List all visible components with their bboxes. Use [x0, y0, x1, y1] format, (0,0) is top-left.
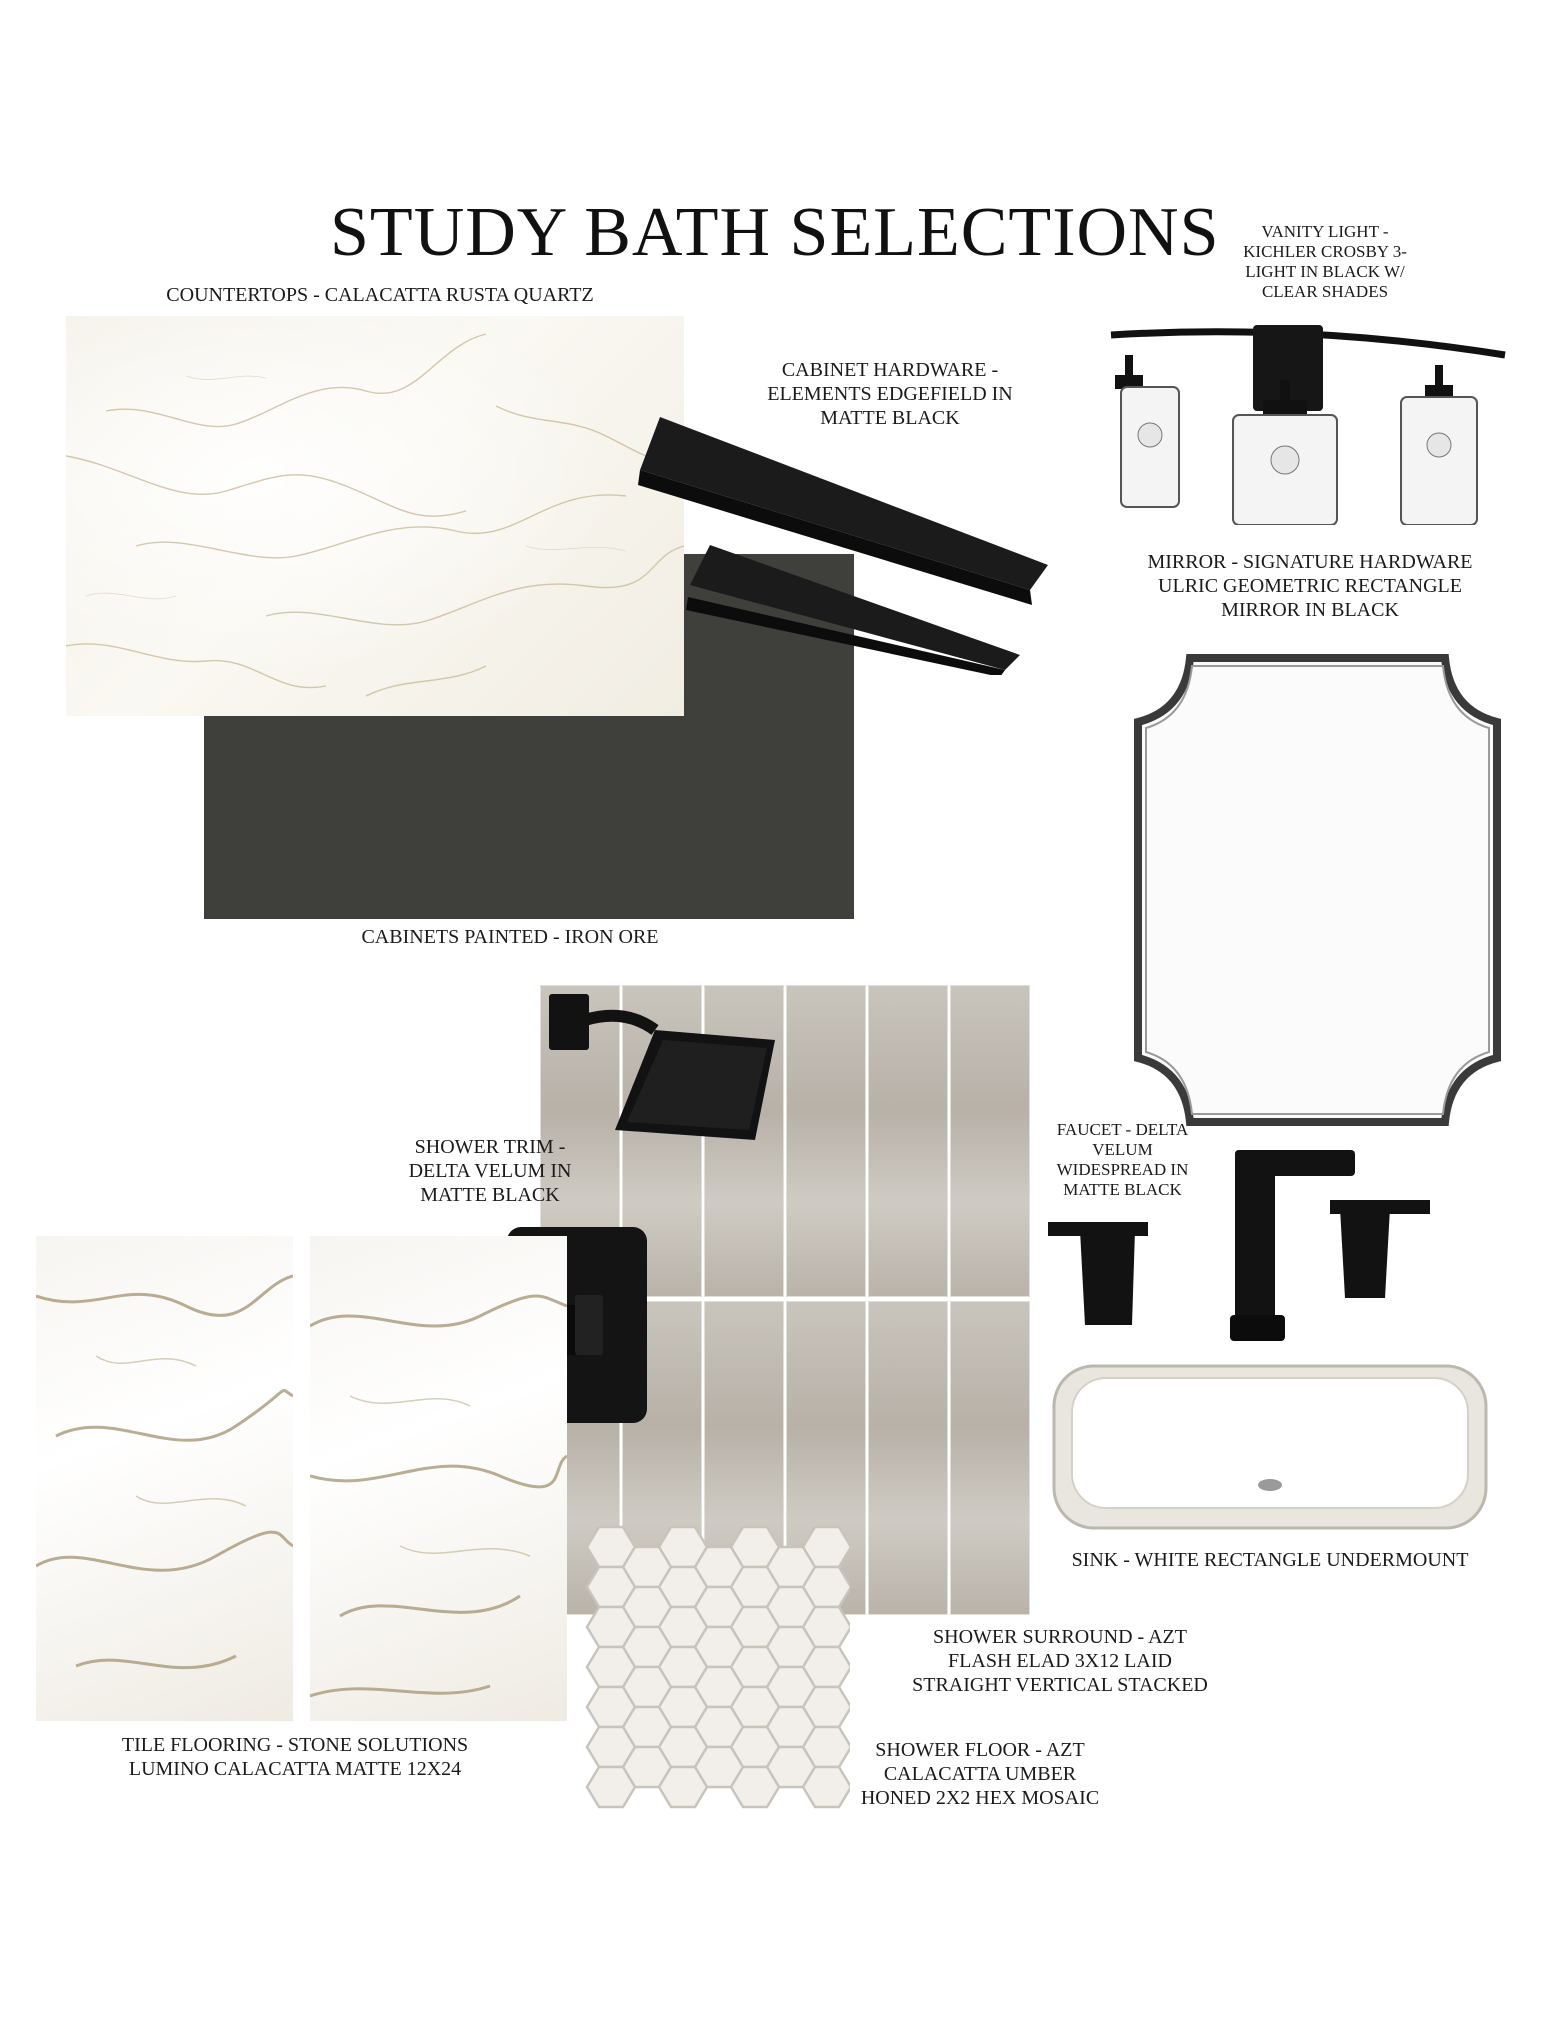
page-title: STUDY BATH SELECTIONS [330, 194, 1220, 271]
cabinets-painted-label: CABINETS PAINTED - IRON ORE [361, 926, 659, 948]
wall-tile [786, 985, 866, 1297]
floor-tile-swatch-1 [36, 1236, 293, 1721]
sink-icon [1050, 1360, 1490, 1535]
faucet-icon [1040, 1120, 1460, 1350]
vanity-light-label: VANITY LIGHT - KICHLER CROSBY 3- LIGHT IN BLACK W/ CLEAR SHADES [1243, 222, 1407, 301]
vanity-light-icon [1105, 325, 1510, 525]
shower-floor-label: SHOWER FLOOR - AZT CALACATTA UMBER HONED 2X2 HEX MOSAIC [860, 1739, 1100, 1809]
tile-flooring-label: TILE FLOORING - STONE SOLUTIONS LUMINO CALACATTA MATTE 12X24 [121, 1734, 469, 1780]
mirror-icon [1130, 650, 1505, 1130]
floor-tile-swatch-2 [310, 1236, 567, 1721]
quartz-veins [66, 316, 684, 716]
countertops-label: COUNTERTOPS - CALACATTA RUSTA QUARTZ [166, 284, 594, 306]
wall-tile [868, 985, 948, 1297]
mirror-label: MIRROR - SIGNATURE HARDWARE ULRIC GEOMETRIC RECTANGLE MIRROR IN BLACK [1147, 551, 1473, 621]
cabinet-pull-icon [600, 415, 1060, 675]
shower-trim-label: SHOWER TRIM - DELTA VELUM IN MATTE BLACK [408, 1136, 572, 1206]
sink-label: SINK - WHITE RECTANGLE UNDERMOUNT [1071, 1549, 1469, 1571]
floor-tile-veins [36, 1236, 293, 1721]
floor-tile-veins [310, 1236, 567, 1721]
wall-tile [868, 1301, 948, 1615]
faucet-label: FAUCET - DELTA VELUM WIDESPREAD IN MATTE BLACK [1056, 1120, 1189, 1199]
countertop-quartz-swatch [66, 316, 684, 716]
hex-mosaic-icon [585, 1525, 850, 1820]
wall-tile [950, 1301, 1030, 1615]
shower-surround-label: SHOWER SURROUND - AZT FLASH ELAD 3X12 LAID STRAIGHT VERTICAL STACKED [912, 1626, 1208, 1696]
wall-tile [950, 985, 1030, 1297]
cabinet-hardware-label: CABINET HARDWARE - ELEMENTS EDGEFIELD IN MATTE BLACK [767, 359, 1013, 429]
